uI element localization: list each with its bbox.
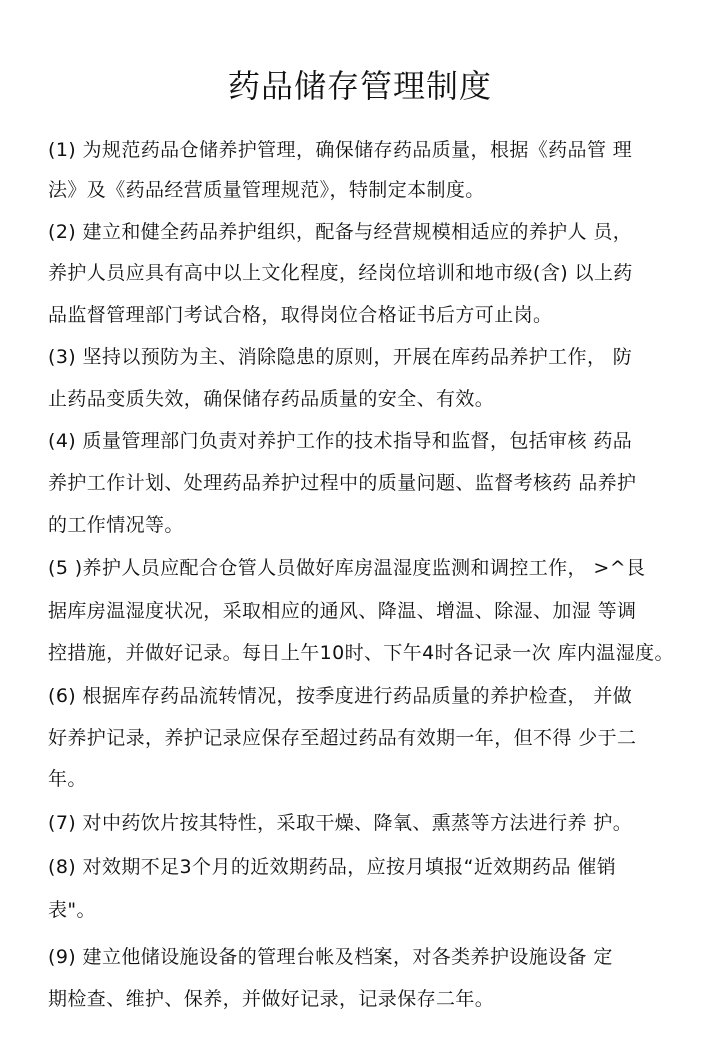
paragraph-line: 表"。 xyxy=(48,899,96,921)
paragraph-line: (4) 质量管理部门负责对养护工作的技术指导和监督，包括审核 药品 xyxy=(48,430,633,452)
paragraph-line: (5 )养护人员应配合仓管人员做好库房温湿度监测和调控工作， >^艮 xyxy=(48,557,646,579)
paragraph-line: 控措施，并做好记录。每日上午10时、下午4时各记录一次 库内温湿度。 xyxy=(48,642,674,664)
paragraph-line: 止药品变质失效，确保储存药品质量的安全、有效。 xyxy=(48,388,495,410)
paragraph-line: 法》及《药品经营质量管理规范》，特制定本制度。 xyxy=(48,179,485,201)
document-title: 药品储存管理制度 xyxy=(227,67,492,105)
paragraph-line: 养护工作计划、处理药品养护过程中的质量问题、监督考核药 品养护 xyxy=(48,472,637,494)
paragraph-line: (6) 根据库存药品流转情况，按季度进行药品质量的养护检查， 并做 xyxy=(48,685,633,707)
paragraph-line: (1) 为规范药品仓储养护管理，确保储存药品质量，根据《药品管 理 xyxy=(48,139,633,161)
paragraph-line: 品监督管理部门考试合格，取得岗位合格证书后方可止岗。 xyxy=(48,304,553,326)
paragraph-line: 好养护记录，养护记录应保存至超过药品有效期一年，但不得 少于二 xyxy=(48,727,637,749)
paragraph-line: (7) 对中药饮片按其特性，采取干燥、降氧、熏蒸等方法进行养 护。 xyxy=(48,812,633,834)
paragraph-line: 养护人员应具有高中以上文化程度，经岗位培训和地市级(含) 以上药 xyxy=(48,262,633,284)
paragraph-line: 期检查、维护、保养，并做好记录，记录保存二年。 xyxy=(48,988,495,1010)
paragraph-line: (8) 对效期不足3个月的近效期药品，应按月填报“近效期药品 催销 xyxy=(48,856,617,878)
paragraph-line: 据库房温湿度状况，采取相应的通风、降温、增温、除湿、加湿 等调 xyxy=(48,600,637,622)
paragraph-line: (2) 建立和健全药品养护组织，配备与经营规模相适应的养护人 员， xyxy=(48,221,633,243)
paragraph-line: 的工作情况等。 xyxy=(48,514,184,536)
paragraph-line: (3) 坚持以预防为主、消除隐患的原则，开展在库药品养护工作， 防 xyxy=(48,346,633,368)
paragraph-line: 年。 xyxy=(48,768,87,790)
paragraph-line: (9) 建立他储设施设备的管理台帐及档案，对各类养护设施设备 定 xyxy=(48,946,613,968)
